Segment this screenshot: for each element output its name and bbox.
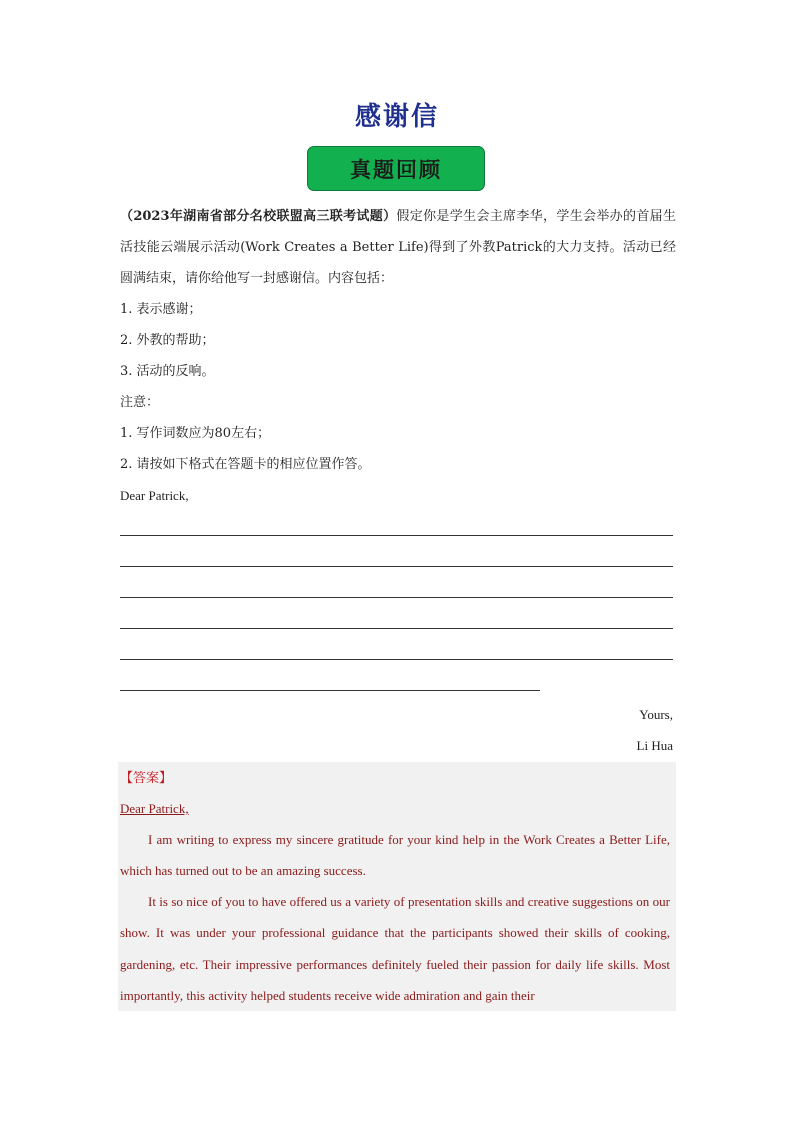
writing-line bbox=[120, 628, 673, 629]
question-text: 假定你是学生会主席李华，学生会举办的首届生活技能云端展示活动(Work Creates a Better Life)得到了外教Patrick的大力支持。活动已经圆满结束，请你给他写一封感谢信。内容包括： bbox=[120, 209, 676, 286]
writing-line bbox=[120, 597, 673, 598]
note-item-2: 2. 请按如下格式在答题卡的相应位置作答。 bbox=[120, 457, 371, 472]
writing-line bbox=[120, 566, 673, 567]
letter-closing: Yours, bbox=[639, 707, 673, 722]
content-item-3: 3. 活动的反响。 bbox=[120, 364, 215, 379]
answer-greeting: Dear Patrick, bbox=[120, 801, 189, 816]
writing-line bbox=[120, 659, 673, 660]
note-label: 注意： bbox=[120, 395, 160, 410]
letter-greeting: Dear Patrick, bbox=[120, 488, 189, 503]
writing-line bbox=[120, 690, 540, 691]
answer-paragraph-2: It is so nice of you to have offered us a variety of presentation skills and creative suggestions on our show. It was under your professional guidance that the participants showed their skills of cooking, gardening, etc. Their impressive performances definitely fueled their passion for daily life skills. Most importantly, this activity helped students receive wide admiration and gain their bbox=[120, 894, 670, 1003]
question-source: （2023年湖南省部分名校联盟高三联考试题） bbox=[120, 209, 397, 224]
answer-paragraph-1: I am writing to express my sincere gratitude for your kind help in the Work Creates a Better Life, which has turned out to be an amazing success. bbox=[120, 832, 670, 879]
content-item-1: 1. 表示感谢； bbox=[120, 302, 202, 317]
writing-line bbox=[120, 535, 673, 536]
answer-tag: 【答案】 bbox=[120, 771, 173, 786]
section-banner: 真题回顾 bbox=[307, 146, 485, 191]
page-title: 感谢信 bbox=[354, 102, 439, 132]
question-intro bbox=[120, 201, 676, 294]
letter-signature: Li Hua bbox=[636, 738, 673, 753]
answer-greeting-row bbox=[120, 793, 670, 824]
note-item-1: 1. 写作词数应为80左右； bbox=[120, 426, 271, 441]
answer-label bbox=[120, 762, 670, 794]
content-item-2: 2. 外教的帮助； bbox=[120, 333, 215, 348]
